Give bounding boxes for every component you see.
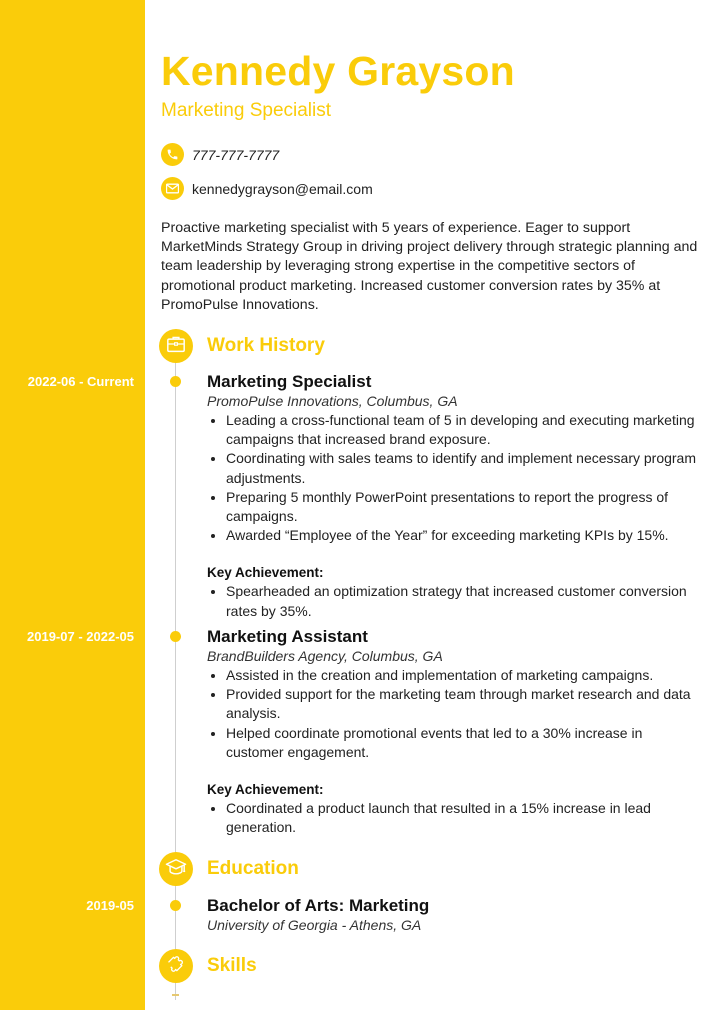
list-item: Assisted in the creation and implementation of marketing campaigns. — [207, 666, 697, 685]
left-sidebar — [0, 0, 145, 1010]
contact-email — [161, 177, 373, 200]
phone-icon — [161, 143, 184, 166]
education-date: 2019-05 — [86, 898, 134, 913]
key-achievements — [207, 582, 697, 620]
timeline-end — [172, 994, 179, 996]
list-item: Preparing 5 monthly PowerPoint presentations to report the progress of campaigns. — [207, 488, 697, 526]
key-achievement-label: Key Achievement: — [207, 565, 324, 581]
list-item: Coordinated a product launch that resulted in a 15% increase in lead generation. — [207, 799, 697, 837]
job-company: BrandBuilders Agency, Columbus, GA — [207, 648, 443, 664]
briefcase-icon — [166, 335, 186, 358]
list-item: Helped coordinate promotional events that led to a 30% increase in customer engagement. — [207, 724, 697, 762]
list-item: Awarded “Employee of the Year” for exceeding marketing KPIs by 15%. — [207, 526, 697, 545]
education-section-icon — [159, 852, 193, 886]
school: University of Georgia - Athens, GA — [207, 917, 422, 933]
job-company: PromoPulse Innovations, Columbus, GA — [207, 393, 458, 409]
job-title: Marketing Specialist — [207, 372, 372, 391]
timeline-dot — [170, 631, 181, 642]
candidate-title: Marketing Specialist — [161, 100, 332, 121]
timeline-dot — [170, 900, 181, 911]
key-achievements — [207, 799, 697, 837]
graduation-cap-icon — [165, 857, 187, 882]
phone-number: 777-777-7777 — [192, 146, 280, 163]
envelope-icon — [161, 177, 184, 200]
key-achievement-label: Key Achievement: — [207, 782, 324, 798]
contact-phone — [161, 143, 279, 166]
job-entry — [207, 372, 697, 621]
list-item: Spearheaded an optimization strategy that increased customer conversion rates by 35%. — [207, 582, 697, 620]
education-heading: Education — [207, 858, 299, 879]
list-item: Provided support for the marketing team through market research and data analysis. — [207, 685, 697, 723]
email-address: kennedygrayson@email.com — [192, 180, 373, 197]
job-entry — [207, 627, 697, 837]
skills-section-icon — [159, 949, 193, 983]
education-entry — [207, 896, 697, 935]
work-history-heading: Work History — [207, 335, 325, 356]
skills-heading: Skills — [207, 955, 257, 976]
job-responsibilities — [207, 666, 697, 762]
list-item: Leading a cross-functional team of 5 in developing and executing marketing campaigns that increased brand exposure. — [207, 411, 697, 449]
professional-summary: Proactive marketing specialist with 5 years of experience. Eager to support MarketMinds Strategy Group in driving project delivery through strategic planning and team leadership by leveraging strong expertise in the competitive sectors of promotional product marketing. Increased customer conversion rates by 35% at PromoPulse Innovations. — [161, 220, 698, 313]
job-dates: 2019-07 - 2022-05 — [27, 629, 134, 644]
list-item: Coordinating with sales teams to identify and implement necessary program adjustments. — [207, 449, 697, 487]
timeline-dot — [170, 376, 181, 387]
candidate-name: Kennedy Grayson — [161, 48, 515, 94]
puzzle-icon — [166, 954, 186, 979]
work-history-section-icon — [159, 329, 193, 363]
job-title: Marketing Assistant — [207, 627, 368, 646]
job-responsibilities — [207, 411, 697, 545]
degree: Bachelor of Arts: Marketing — [207, 896, 430, 915]
job-dates: 2022-06 - Current — [27, 374, 134, 389]
